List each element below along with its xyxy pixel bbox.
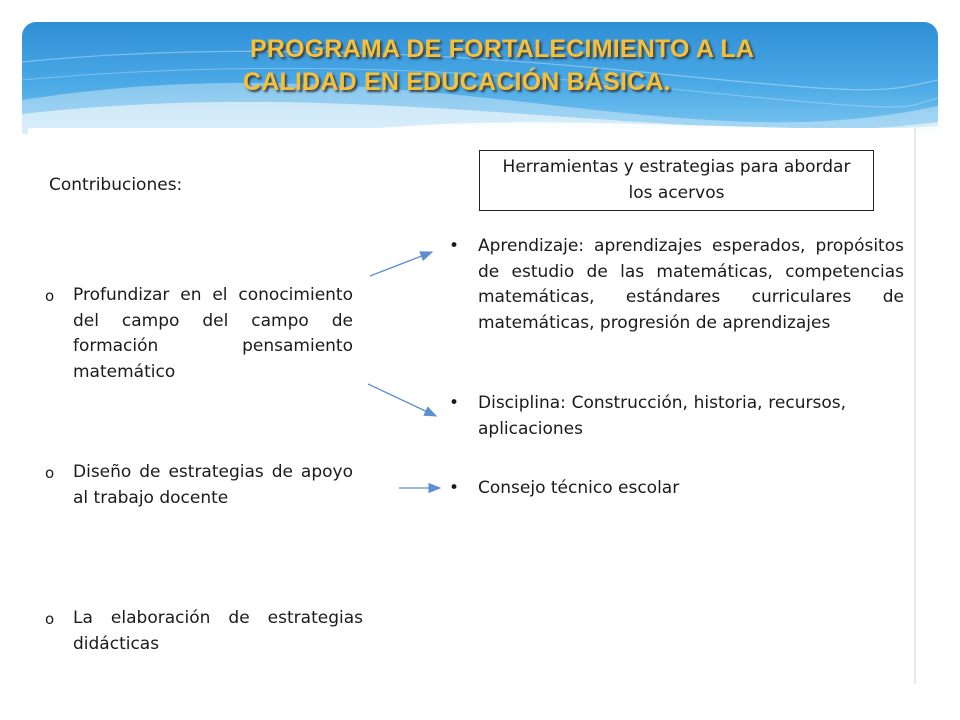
- tool-item-2-text: Disciplina: Construcción, historia, recursos, aplicaciones: [478, 393, 846, 439]
- hollow-bullet-icon: o: [45, 464, 55, 482]
- slide-title-line-1: PROGRAMA DE FORTALECIMIENTO A LA: [250, 35, 755, 63]
- contribution-item-3-text: La elaboración de estrategias didácticas: [73, 608, 363, 654]
- contribution-item-1-text: Profundizar en el conocimiento del campo del campo de formación pensamiento matemático: [73, 285, 353, 382]
- bullet-icon: •: [449, 236, 460, 256]
- hollow-bullet-icon: o: [45, 610, 55, 628]
- bullet-icon: •: [449, 393, 460, 413]
- tools-heading: Herramientas y estrategias para abordar los acervos: [502, 157, 851, 203]
- hollow-bullet-icon: o: [45, 287, 55, 305]
- tool-item-3-text: Consejo técnico escolar: [478, 478, 680, 498]
- arrow-to-aprendizaje: [370, 252, 432, 276]
- tool-item-1-text: Aprendizaje: aprendizajes esperados, propósitos de estudio de las matemáticas, competencias matemáticas, estándares curriculares de matemáticas, progresión de aprendizajes: [478, 236, 904, 333]
- bullet-icon: •: [449, 478, 460, 498]
- arrow-to-disciplina: [368, 384, 436, 416]
- contribution-item-2-text: Diseño de estrategias de apoyo al trabajo docente: [73, 462, 353, 508]
- slide-title-line-2: CALIDAD EN EDUCACIÓN BÁSICA.: [243, 68, 671, 96]
- contributions-heading: Contribuciones:: [49, 175, 183, 195]
